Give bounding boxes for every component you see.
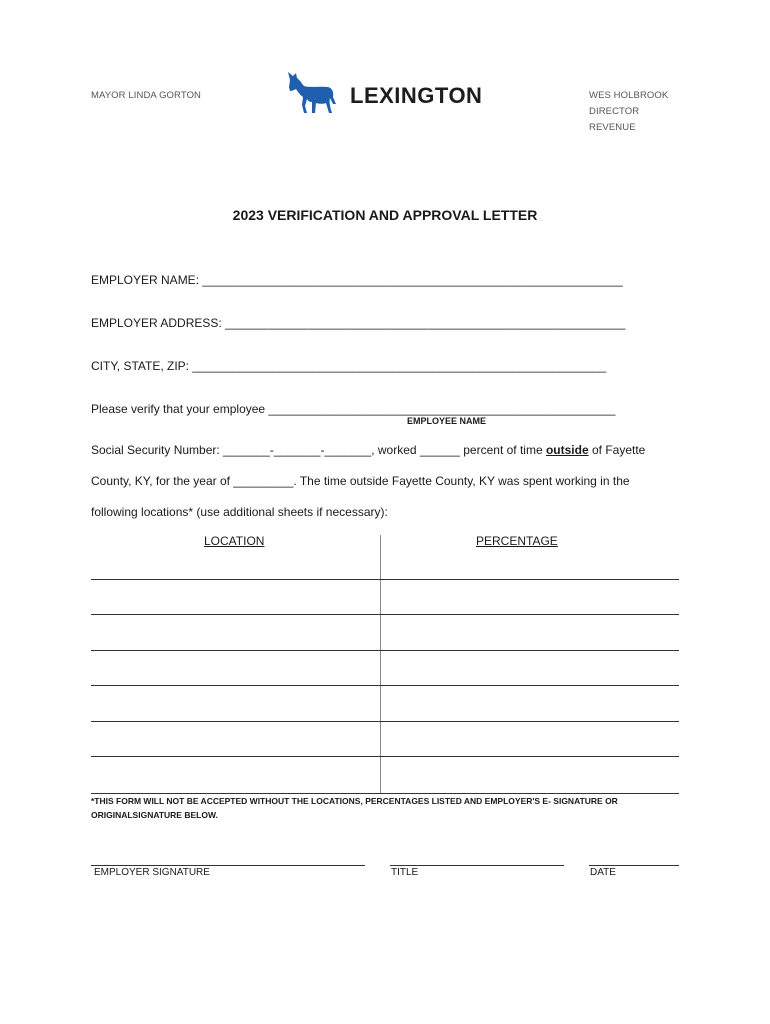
city-state-zip-field[interactable]: CITY, STATE, ZIP: ______________________________________________________________ <box>91 359 607 373</box>
county-year-line[interactable]: County, KY, for the year of _________. The time outside Fayette County, KY was spent working in the <box>91 474 630 488</box>
table-row[interactable] <box>91 685 679 686</box>
date-label: DATE <box>590 867 616 878</box>
table-row[interactable] <box>91 756 679 757</box>
employer-signature-line[interactable] <box>91 865 365 866</box>
page-title: 2023 VERIFICATION AND APPROVAL LETTER <box>232 207 538 223</box>
title-line[interactable] <box>390 865 564 866</box>
mayor-name: MAYOR LINDA GORTON <box>91 90 202 101</box>
table-row[interactable] <box>91 721 679 722</box>
employer-name-field[interactable]: EMPLOYER NAME: _______________________________________________________________ <box>91 273 623 287</box>
acceptance-note-line2: ORIGINALSIGNATURE BELOW. <box>91 810 218 820</box>
employer-signature-label: EMPLOYER SIGNATURE <box>94 867 210 878</box>
acceptance-note-line1: *THIS FORM WILL NOT BE ACCEPTED WITHOUT THE LOCATIONS, PERCENTAGES LISTED AND EMPLOYER'S E- SIGNATURE OR <box>91 796 618 806</box>
employer-address-field[interactable]: EMPLOYER ADDRESS: ____________________________________________________________ <box>91 316 626 330</box>
acceptance-note <box>91 794 691 822</box>
director-title: DIRECTOR <box>589 106 640 117</box>
table-row[interactable] <box>91 579 679 580</box>
horse-logo-icon <box>286 70 338 116</box>
title-label: TITLE <box>391 867 419 878</box>
outside-emphasis: outside <box>545 443 589 457</box>
ssn-line <box>91 443 645 457</box>
date-line[interactable] <box>589 865 679 866</box>
table-row[interactable] <box>91 614 679 615</box>
department: REVENUE <box>589 122 636 133</box>
locations-instruction: following locations* (use additional sheets if necessary): <box>91 505 388 519</box>
director-name: WES HOLBROOK <box>589 90 669 101</box>
percentage-column-header: PERCENTAGE <box>476 534 558 548</box>
employee-name-label: EMPLOYEE NAME <box>407 416 487 426</box>
employee-field[interactable]: Please verify that your employee ____________________________________________________ <box>91 402 616 416</box>
table-row[interactable] <box>91 650 679 651</box>
fayette-text: of Fayette <box>588 443 646 457</box>
location-column-header: LOCATION <box>204 534 265 548</box>
ssn-text[interactable]: Social Security Number: _______-_______-_______, worked ______ percent of time <box>91 443 546 457</box>
logo-text: LEXINGTON <box>350 83 483 108</box>
